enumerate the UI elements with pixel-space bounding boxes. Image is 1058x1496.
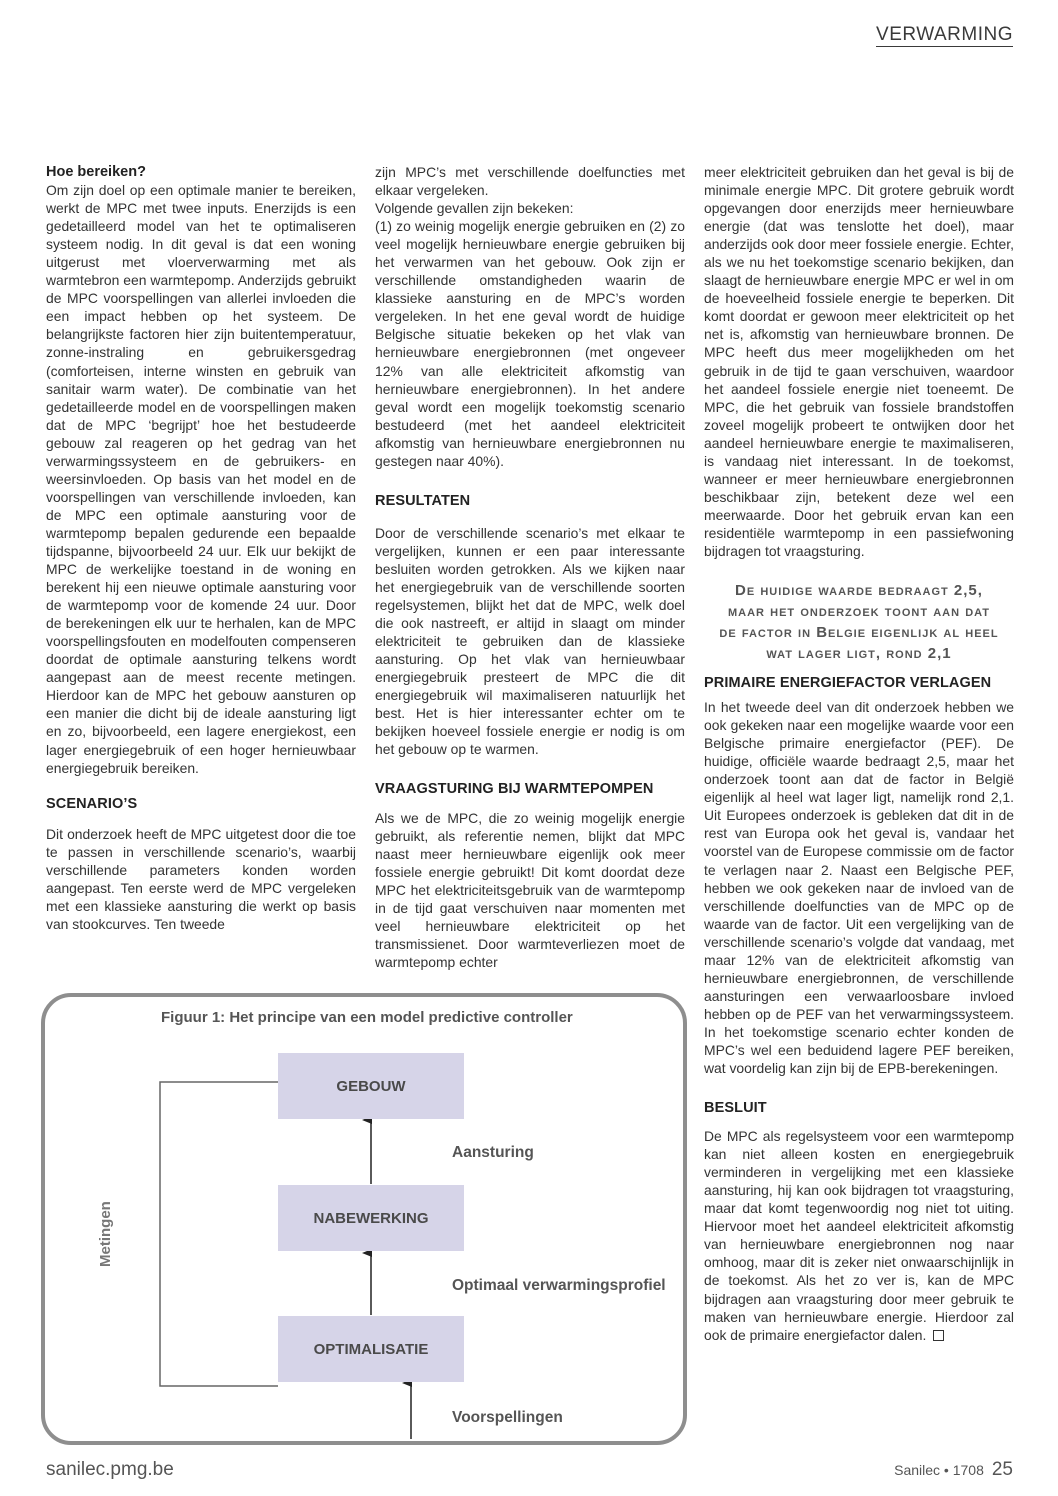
- label-aansturing: Aansturing: [452, 1144, 534, 1161]
- paragraph: Dit onderzoek heeft de MPC uitgetest door die toe te passen in verschillende scenario’s, waarbij verschillende parameters konden worden aangepast. Ten eerste werd de MPC vergeleken met een klassieke aansturing die werkt op basis van stookcurves. Ten tweede: [46, 825, 356, 932]
- footer-website: sanilec.pmg.be: [46, 1459, 174, 1480]
- node-optimalisatie: OPTIMALISATIE: [278, 1316, 464, 1382]
- section-heading-resultaten: RESULTATEN: [375, 492, 471, 509]
- paragraph: Om zijn doel op een optimale manier te bereiken, werkt de MPC met twee inputs. Enerzijds is een gedetailleerd model van het te optimaliseren systeem nodig. In dit geval is dat een woning uitgerust met vloerverwarming met als warmtebron een warmtepomp. Anderzijds gebruikt de MPC voorspellingen van allerlei invloeden die een impact hebben op het systeem. De belangrijkste factoren hier zijn buitentemperatuur, zonne-instraling en gebruikersgedrag (comforteisen, interne winsten en gebruik van sanitair warm water). De combinatie van het gedetailleerde model en de voorspellingen maken dat de MPC ‘begrijpt’ hoe het bestudeerde gebouw zal reageren op het gedrag van het verwarmingssysteem en de gebruikers- en weersinvloeden. Op basis van het model en de voorspellingen van verschillende invloeden, kan de MPC een optimale aansturing voor de warmtepomp bepalen gedurende een bepaalde tijdspanne, bijvoorbeeld 24 uur. Elk uur bekijkt de MPC de werkelijke toestand in de woning en berekent hij een nieuwe optimale aansturing voor de warmtepomp voor de komende 24 uur. Door de berekeningen elk uur te herhalen, kan de MPC voorspellingsfouten en modelfouten compenseren doordat de optimale aansturing telkens wordt aangepast aan de meest recente metingen. Hierdoor kan de MPC het gebouw aansturen op een manier die dicht bij de ideale aansturing ligt en zo, bijvoorbeeld, een lagere energiekost, een lager energiegebruik of een hoger hernieuwbaar energiegebruik bereiken.: [46, 182, 356, 776]
- paragraph: In het tweede deel van dit onderzoek hebben we ook gekeken naar een mogelijke waarde voor een Belgische primaire energiefactor (PEF). De huidige, officiële waarde bedraagt 2,5, maar het onderzoek toont aan dat de factor in België eigenlijk al heel wat lager ligt, namelijk rond 2,1. Uit Europees onderzoek is gebleken dat dit in de rest van Europa ook het geval is, vandaar het voorstel van de Europese commissie om de factor te verlagen naar 2. Naast een Belgische PEF, hebben we ook gekeken naar de invloed van de verschillende doelfuncties van de MPC op de waarde van de factor. Uit een vergelijking van de verschillende scenario’s volgde dat vandaag, met maar 12% van de elektriciteit afkomstig van hernieuwbare energiebronnen, de verschillende aansturingen een verwaarloosbare invloed hebben op de PEF van het verwarmingssysteem. In het toekomstige scenario echter konden de MPC’s wel een beduidend lagere PEF bereiken, wat voordelig kan zijn bij de EPB-berekeningen.: [704, 699, 1014, 1077]
- node-nabewerking: NABEWERKING: [278, 1185, 464, 1251]
- node-gebouw: GEBOUW: [278, 1053, 464, 1119]
- subheading-hoe-bereiken: Hoe bereiken?: [46, 164, 146, 180]
- section-label: VERWARMING: [876, 24, 1013, 45]
- pull-quote: De huidige waarde bedraagt 2,5, maar het onderzoek toont aan dat de factor in Belgie eigenlijk al heel wat lager ligt, rond 2,1: [719, 582, 999, 663]
- paragraph: meer elektriciteit gebruiken dan het geval is bij de minimale energie MPC. Dit grotere gebruik wordt opgevangen door enerzijds meer hernieuwbare energie (dat was tenslotte het doel), maar anderzijds ook door meer fossiele energie. Echter, als we nu het toekomstige scenario bekijken, dan slaagt de hernieuwbare energie MPC er wel in om de hoeveelheid fossiele energie te beperken. Dit komt doordat er gewoon meer elektriciteit op het net is, afkomstig van hernieuwbare bronnen. De MPC heeft dus meer mogelijkheden om het gebruik in de tijd te gaan verschuiven, waardoor het aandeel fossiele energie niet toeneemt. De MPC, die het gebruik van fossiele brandstoffen zoveel mogelijk probeert te ontwijken door het aandeel hernieuwbare energie te maximaliseren, is vandaag niet interessant. In de toekomst, wanneer er meer hernieuwbare energiebronnen beschikbaar zijn, betekent deze wel een meerwaarde. Door het gebruik ervan kan een residentiële warmtepomp in een passiefwoning bijdragen tot vraagsturing.: [704, 164, 1014, 559]
- column-3: [704, 163, 1014, 1344]
- footer-issue: [894, 1459, 1013, 1481]
- paragraph: De MPC als regelsysteem voor een warmtepomp kan niet alleen kosten en energiegebruik verminderen in vergelijking met een klassieke aansturing, hij kan ook bijdragen tot vraagsturing, maar dat komt tegenwoordig nog niet tot uiting. Hiervoor moet het aandeel elektriciteit afkomstig van hernieuwbare energiebronnen nog naar omhoog, maar dit is zeker niet onwaarschijnlijk in de toekomst. Als het zo ver is, kan de MPC bijdragen aan vraagsturing door meer gebruik te maken van hernieuwbare energie. Hierdoor zal ook de primaire energiefactor dalen.: [704, 1128, 1014, 1343]
- paragraph: zijn MPC’s met verschillende doelfuncties met elkaar vergeleken.: [375, 164, 685, 199]
- section-heading-besluit: BESLUIT: [704, 1100, 767, 1117]
- paragraph: Volgende gevallen zijn bekeken:: [375, 200, 574, 217]
- paragraph: (1) zo weinig mogelijk energie gebruiken en (2) zo veel mogelijk hernieuwbare energie gebruiken bij het verwarmen van het gebouw. Ook zijn er verschillende omstandigheden waarin de klassieke aansturing en de MPC’s worden vergeleken. In het ene geval wordt de huidige Belgische situatie bekeken op het vlak van hernieuwbare energiebronnen (met ongeveer 12% van alle elektriciteit afkomstig van hernieuwbare energiebronnen). In het andere geval wordt een mogelijk toekomstig scenario bestudeerd (met het aandeel elektriciteit afkomstig van hernieuwbare energiebronnen nu gestegen naar 40%).: [375, 218, 685, 469]
- column-2: [375, 163, 685, 971]
- figure-title: Figuur 1: Het principe van een model predictive controller: [161, 1009, 573, 1026]
- label-optimaal-verwarmingsprofiel: Optimaal verwarmingsprofiel: [452, 1277, 666, 1294]
- section-heading-scenarios: SCENARIO’S: [46, 795, 138, 812]
- paragraph: Als we de MPC, die zo weinig mogelijk energie gebruikt, als referentie nemen, blijkt dat MPC naast meer hernieuwbare eigenlijk ook meer fossiele energie gebruikt! Dit komt doordat deze MPC het elektriciteitsgebruik van de warmtepomp in de tijd gaat verschuiven naar momenten met veel hernieuwbare elektriciteit op het transmissienet. Door warmteverliezen moet de warmtepomp echter: [375, 809, 685, 970]
- label-metingen: Metingen: [97, 1201, 114, 1267]
- figure-box: [41, 993, 687, 1445]
- page-number: 25: [991, 1459, 1013, 1480]
- paragraph: Door de verschillende scenario’s met elkaar te vergelijken, kunnen er een paar interessante besluiten worden getrokken. Als we kijken naar het energiegebruik van de verschillende soorten regelsystemen, blijkt het dat de MPC, welk doel die ook nastreeft, er altijd in slaagt om minder elektriciteit te gebruiken dan de klassieke aansturing. Op het vlak van hernieuwbaar energiegebruik presteert de MPC die dit energiegebruik wil maximaliseren natuurlijk het best. Het is hier interessanter echter om te bekijken hoeveel fossiele energie er nodig is om het gebouw op te warmen.: [375, 524, 685, 758]
- section-heading-primaire-energiefactor: PRIMAIRE ENERGIEFACTOR VERLAGEN: [704, 675, 992, 692]
- footer-issue-label: Sanilec • 1708: [894, 1462, 984, 1478]
- column-1: [46, 163, 356, 933]
- end-mark-icon: [933, 1330, 944, 1341]
- label-voorspellingen: Voorspellingen: [452, 1409, 563, 1426]
- section-heading-vraagsturing: VRAAGSTURING BIJ WARMTEPOMPEN: [375, 781, 654, 798]
